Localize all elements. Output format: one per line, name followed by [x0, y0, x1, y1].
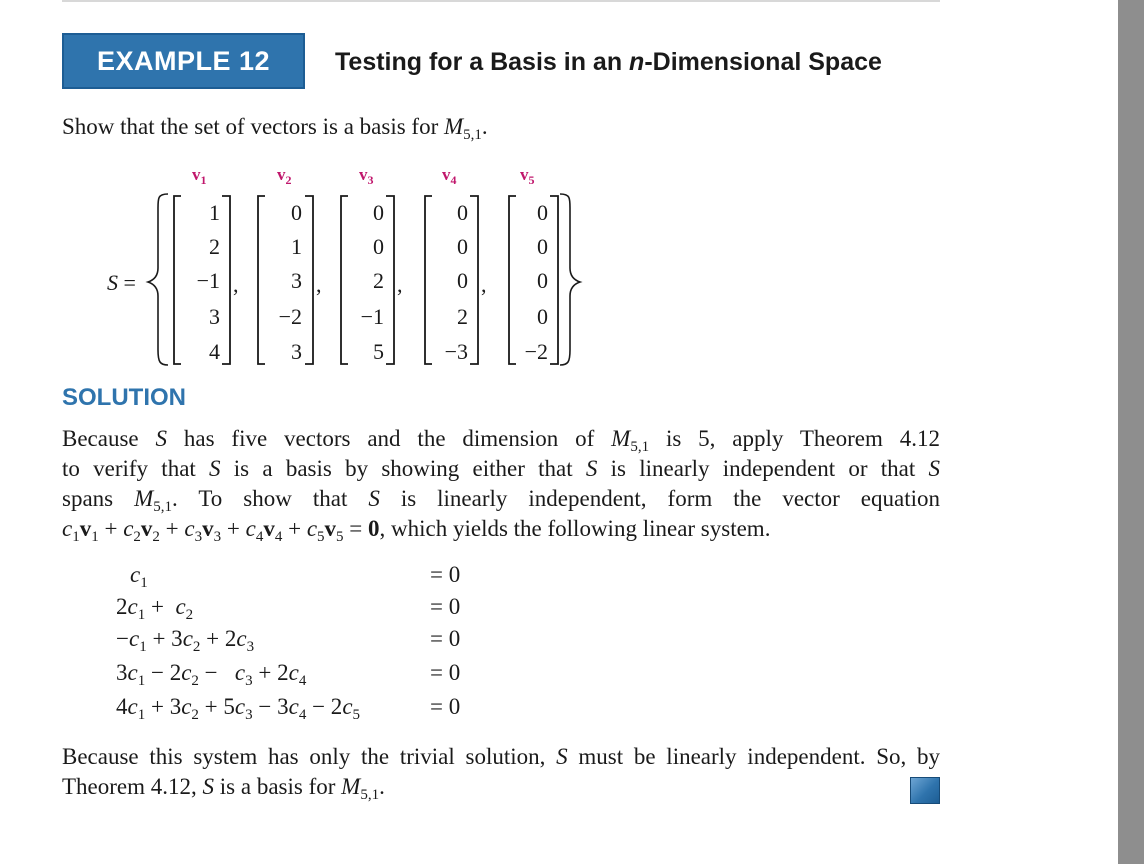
title-var: n	[629, 48, 645, 76]
title-pre: Testing for a Basis in an	[335, 48, 630, 76]
vector-label-v1: $v_1$	[192, 165, 207, 187]
v4-entry: 0	[457, 200, 468, 225]
v1-entry: 3	[209, 304, 220, 329]
title-post: -Dimensional Space	[644, 48, 882, 76]
comma: ,	[316, 272, 322, 297]
system-row-4-rhs: = 0	[430, 660, 461, 685]
solution-line-1: Because S has five vectors and the dimension of $M_{5,1}$ is 5, apply Theorem 4.12	[62, 426, 940, 455]
v4-entry: −3	[444, 339, 468, 364]
v4-entry: 0	[457, 268, 468, 293]
system-row-5-lhs: $4c_1 + 3c_2 + 5c_3 - 3c_4 - 2c_5$	[116, 694, 361, 723]
scrollbar[interactable]	[1118, 0, 1144, 864]
system-row-5-rhs: = 0	[430, 694, 461, 719]
conclusion-line-2: Theorem 4.12, S is a basis for $M_{5,1}$.	[62, 774, 385, 803]
v5-entry: −2	[524, 339, 548, 364]
system-row-3-lhs: $-c_1 + 3c_2 + 2c_3$	[116, 626, 255, 655]
v1-entry: 2	[209, 234, 220, 259]
v2-entry: 3	[291, 268, 302, 293]
v1-entry: −1	[196, 268, 220, 293]
comma: ,	[233, 272, 239, 297]
v2-entry: 3	[291, 339, 302, 364]
v4-entry: 2	[457, 304, 468, 329]
comma: ,	[481, 272, 487, 297]
vector-label-v3: $v_3$	[359, 165, 374, 187]
v4-entry: 0	[457, 234, 468, 259]
system-row-1-rhs: = 0	[430, 562, 461, 587]
v5-entry: 0	[537, 234, 548, 259]
solution-heading: SOLUTION	[62, 384, 186, 411]
system-row-2-lhs: $2c_1 + c_2$	[116, 594, 194, 623]
vector-label-v2: $v_2$	[277, 165, 292, 187]
example-badge: EXAMPLE 12	[62, 33, 305, 89]
v5-entry: 0	[537, 200, 548, 225]
system-row-2-rhs: = 0	[430, 594, 461, 619]
v5-entry: 0	[537, 268, 548, 293]
v1-entry: 1	[209, 200, 220, 225]
end-of-example-icon	[910, 777, 940, 804]
intro-text: Show that the set of vectors is a basis for $M_{5,1}$.	[62, 114, 488, 143]
v1-entry: 4	[209, 339, 220, 364]
vector-label-v5: $v_5$	[520, 165, 535, 187]
solution-line-2: to verify that S is a basis by showing either that S is linearly independent or that S	[62, 456, 940, 481]
v2-entry: 0	[291, 200, 302, 225]
system-row-3-rhs: = 0	[430, 626, 461, 651]
v3-entry: 5	[373, 339, 384, 364]
v3-entry: 2	[373, 268, 384, 293]
set-name: S =	[107, 270, 136, 295]
v3-entry: 0	[373, 234, 384, 259]
v2-entry: −2	[278, 304, 302, 329]
system-row-4-lhs: $3c_1 - 2c_2 - c_3 + 2c_4$	[116, 660, 307, 689]
solution-line-3: spans $M_{5,1}$. To show that S is linearly independent, form the vector equation	[62, 486, 940, 515]
solution-line-4: $c_1v_1 + c_2v_2 + c_3v_3 + c_4v_4 + c_5v_5 = 0$, which yields the following linear system.	[62, 516, 771, 545]
v2-entry: 1	[291, 234, 302, 259]
comma: ,	[397, 272, 403, 297]
vector-label-v4: $v_4$	[442, 165, 457, 187]
v3-entry: −1	[360, 304, 384, 329]
conclusion-line-1: Because this system has only the trivial solution, S must be linearly independent. So, by	[62, 744, 940, 769]
v5-entry: 0	[537, 304, 548, 329]
system-row-1-lhs: $c_1$	[130, 562, 148, 591]
v3-entry: 0	[373, 200, 384, 225]
